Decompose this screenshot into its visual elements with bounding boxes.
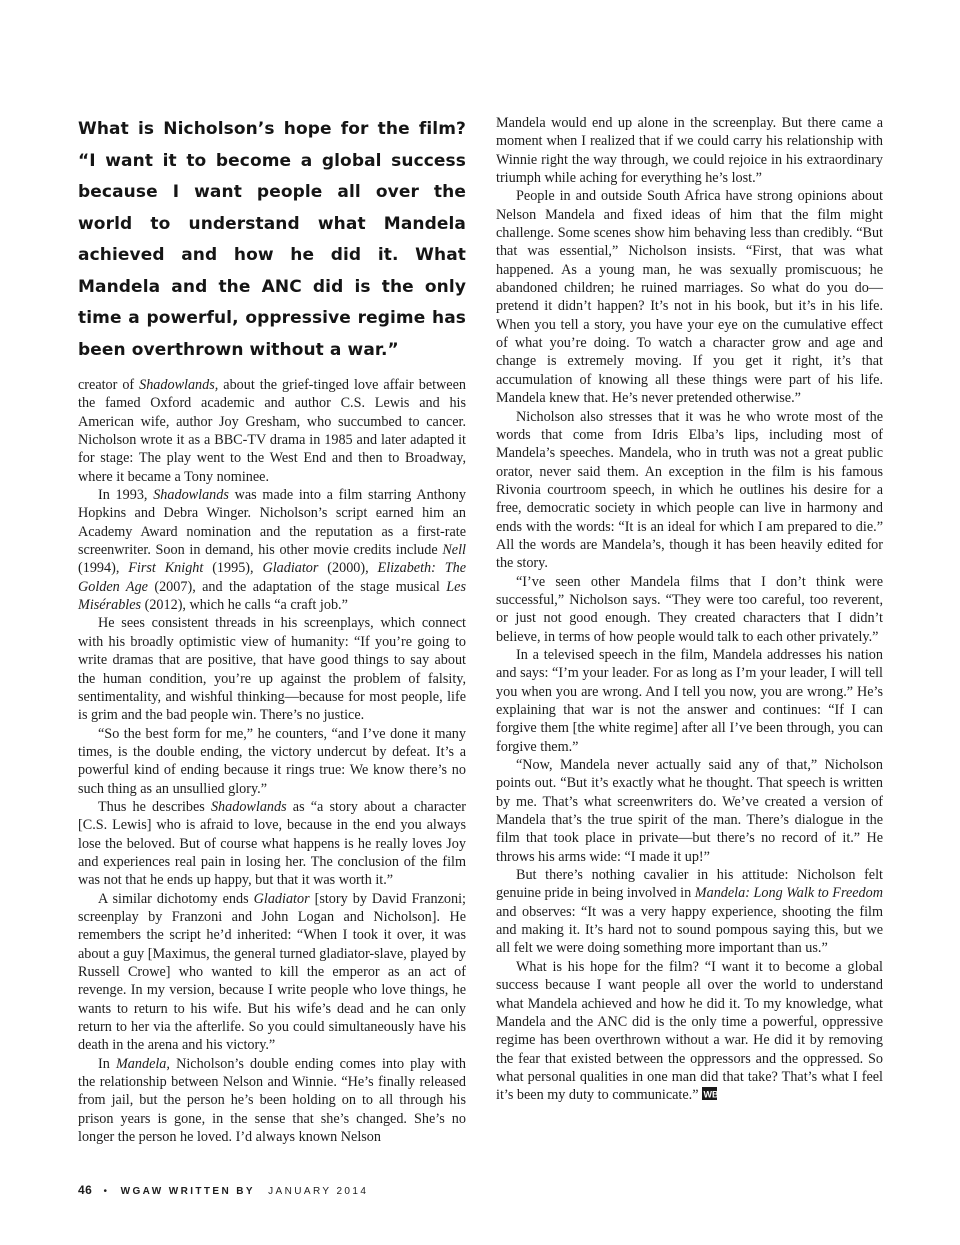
magazine-name: WGAW WRITTEN BY bbox=[120, 1186, 255, 1197]
wb-logo-icon bbox=[702, 1087, 717, 1100]
pull-quote: What is Nicholson’s hope for the film? “I want it to become a global success because I want people all over the world to understand what Mandela achieved and how he did it. What Mandela and the ANC did is the only time a powerful, oppressive regime has been overthrown without a war.” bbox=[78, 119, 466, 360]
italic-title: Gladiator bbox=[262, 560, 319, 577]
italic-title: Mandela: Long Walk to Freedom bbox=[694, 885, 883, 902]
italic-title: Shadowlands bbox=[210, 798, 287, 815]
paragraph: But there’s nothing cavalier in his attitude: Nicholson felt genuine pride in being involved in Mandela: Long Walk to Freedom and observes: “It was a very happy experience, shooting the film and making it. It’s hard not to sound pompous saying this, but we all felt we were doing something more important than us.” bbox=[496, 867, 883, 957]
paragraph: He sees consistent threads in his screenplays, which connect with his broadly optimistic view of humanity: “If you’re going to write dramas that are positive, that have good things to say about the human condition, you’re up against the problem of falsity, sentimentality, and wishful thinking—because for most people, life is grim and the bad people win. There’s no justice. bbox=[78, 615, 466, 724]
left-column bbox=[78, 114, 466, 1146]
left-column-text bbox=[78, 376, 466, 1146]
italic-title: Elizabeth: The Golden Age bbox=[78, 560, 466, 595]
right-column-text bbox=[496, 114, 883, 1105]
paragraph: A similar dichotomy ends Gladiator [story by David Franzoni; screenplay by Franzoni and John Logan and Nicholson]. He remembers the script he’d inherited: “When I took it over, it was about a guy [Maximus, the general turned gladiator-slave, played by Russell Crowe] who wanted to kill the emperor as an act of revenge. In my version, because I write people who love things, he wants to return to his wife. But his wife’s dead and he can only return to her via the afterlife. So you could simultaneously have his death in the arena and his victory.” bbox=[78, 890, 466, 1054]
paragraph: People in and outside South Africa have strong opinions about Nelson Mandela and fixed ideas of him that the film might challenge. Some scenes show him behaving less than credibly. “But that was essential,” Nicholson insists. “First, that was what happened. As a young man, he was sexually promiscuous; he abandoned children; he ruined marriages. So what do you do—pretend it didn’t happen? It’s not in his book, but it’s in his life. When you tell a story, you have your eye on the cumulative effect of what you’re doing. To watch a character grow and age and change is extremely moving. If you get it right, it’s that accumulation of knowing all these things were part of his life. Mandela knew that. He’s never pretended otherwise.” bbox=[496, 188, 883, 407]
right-column bbox=[496, 114, 883, 1105]
paragraph: Thus he describes Shadowlands as “a story about a character [C.S. Lewis] who is afraid to love, because in the end you always lose the beloved. But of course what happens is he really loves Joy and experiences real pain in losing her. The conclusion of the film was not that he ends up happy, but that it was worth it.” bbox=[78, 798, 466, 889]
paragraph: creator of Shadowlands, about the grief-tinged love affair between the famed Oxford academic and author C.S. Lewis and his American wife, author Joy Gresham, who succumbed to cancer. Nicholson wrote it as a BBC-TV drama in 1985 and later adapted it for stage: The play went to the West End and then to Broadway, where it became a Tony nominee. bbox=[78, 377, 466, 485]
italic-title: Mandela, bbox=[115, 1055, 170, 1072]
paragraph: In 1993, Shadowlands was made into a film starring Anthony Hopkins and Debra Winger. Nicholson’s script earned him an Academy Award nomination and the reputation as a first-rate screenwriter. Soon in demand, his other movie credits include Nell (1994), First Knight (1995), Gladiator (2000), Elizabeth: The Golden Age (2007), and the adaptation of the stage musical Les Misérables (2012), which he calls “a craft job.” bbox=[78, 487, 466, 614]
page-number: 46 bbox=[78, 1183, 93, 1197]
final-paragraph-text: What is his hope for the film? “I want it to become a global success because I want people all over the world to understand what Mandela achieved and how he did it. To my knowledge, what Mandela and the ANC did is the only time a powerful, oppressive regime has been overthrown without a war. He did it by removing the fear that existed between the oppressors and the oppressed. So what personal qualities in one man did that take? That’s what I feel it’s been my duty to communicate.” bbox=[496, 958, 883, 1104]
paragraph: Mandela would end up alone in the screenplay. But there came a moment when I realized that if we could carry his relationship with Winnie right the way through, we could rejoice in his extraordinary triumph while aching for everything he’s lost.” bbox=[496, 115, 883, 187]
paragraph: Nicholson also stresses that it was he who wrote most of the words that come from Idris Elba’s lips, including most of Mandela’s speeches. Mandela, who in truth was not a great public orator, never said them. An exception in the film is his famous Rivonia courtroom speech, in which he outlines his desire for a free, democratic society in which people can live in harmony and ends with the words: “It is an ideal for which I am prepared to die.” All the words are Mandela’s, though it has been heavily edited for the story. bbox=[496, 408, 883, 572]
page-footer bbox=[78, 1183, 368, 1197]
italic-title: Shadowlands bbox=[153, 487, 229, 504]
italic-title: First Knight bbox=[128, 560, 204, 577]
paragraph: In a televised speech in the film, Mandela addresses his nation and says: “I’m your leader. For as long as I’m your leader, I will tell you when you are wrong. And I tell you now, you are wrong.” He’s explaining that war is not the answer and continues: “If I can forgive them [the white regime] after all I’ve been through, you can forgive them.” bbox=[496, 646, 883, 755]
issue-date: JANUARY 2014 bbox=[268, 1186, 369, 1197]
italic-title: Les Misérables bbox=[78, 578, 466, 614]
paragraph: In Mandela, Nicholson’s double ending comes into play with the relationship between Nelson and Winnie. “He’s finally released from jail, but the person he’s been holding on to all through his prison years is gone, in the sense that she’s changed. She’s no longer the person he loved. I’d always known Nelson bbox=[78, 1055, 466, 1146]
italic-title: Nell bbox=[442, 542, 466, 559]
italic-title: Gladiator bbox=[253, 890, 310, 907]
svg-text:WB: WB bbox=[703, 1089, 719, 1100]
paragraph: “Now, Mandela never actually said any of that,” Nicholson points out. “But it’s exactly what he thought. That speech is written by me. That’s what screenwriters do. We’ve created a version of Mandela that’s the true spirit of the man. There’s dialogue in the film that took place in private—but there’s no record of it.” He throws his arms wide: “I made it up!” bbox=[496, 757, 883, 865]
final-paragraph bbox=[496, 958, 883, 1105]
italic-title: Shadowlands, bbox=[139, 377, 219, 393]
footer-bullet: • bbox=[103, 1186, 110, 1197]
paragraph: “So the best form for me,” he counters, “and I’ve done it many times, is the double ending, the victory undercut by defeat. It’s a powerful kind of ending because it rings true: We know there’s no such thing as an unsullied glory.” bbox=[78, 725, 466, 797]
paragraph: “I’ve seen other Mandela films that I don’t think were successful,” Nicholson says. “They were too careful, too reverent, or just not good enough. They created characters that I didn’t believe, in terms of how people would talk to each other privately.” bbox=[496, 573, 883, 645]
